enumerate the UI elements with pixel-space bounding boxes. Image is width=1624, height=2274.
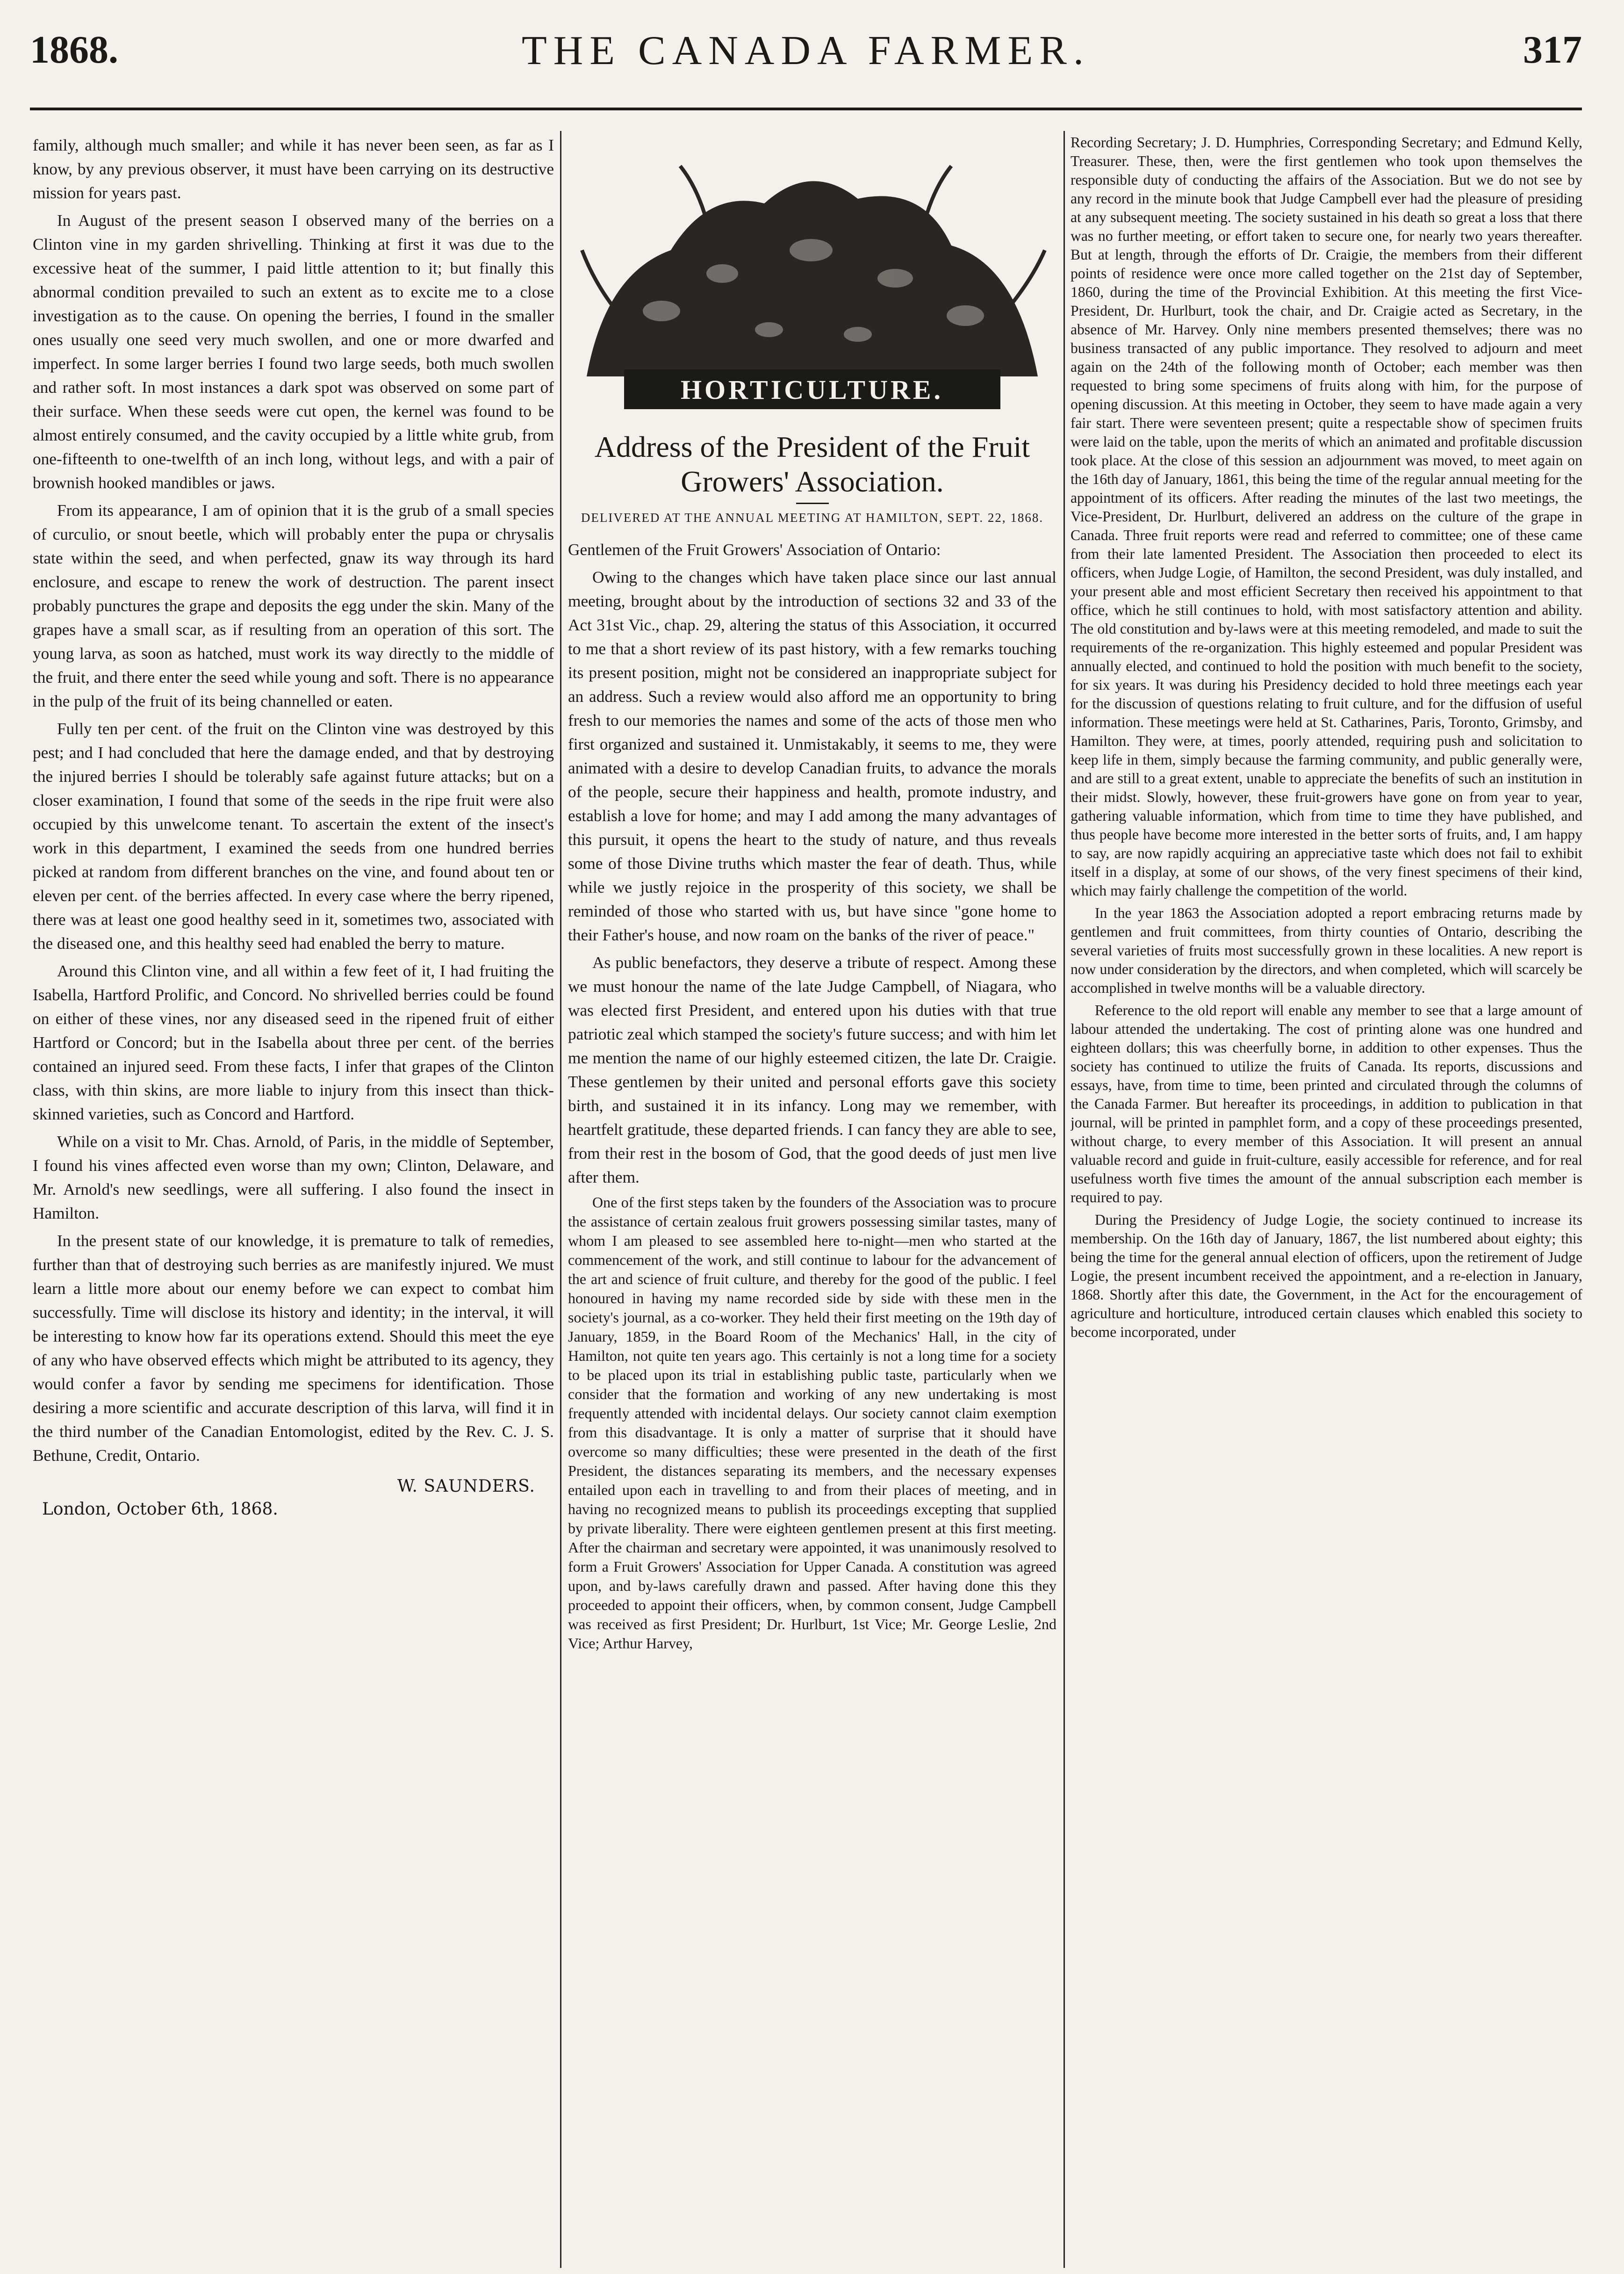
page-number: 317	[1523, 28, 1582, 72]
issue-year: 1868.	[30, 28, 118, 72]
paragraph: One of the first steps taken by the founders of the Association was to procure the assistance of certain zealous fruit growers possessing similar tastes, many of whom I am pleased to see assembled here to-night—men who started at the commencement of the work, and still continue to labour for the advancement of the art and science of fruit culture, and thereby for the good of the public. I feel honoured in having my name recorded side by side with these men in the society's journal, as a co-worker. They held their first meeting on the 19th day of January, 1859, in the Board Room of the Mechanics' Hall, in the city of Hamilton, not quite ten years ago. This certainly is not a long time for a society to be placed upon its trial in establishing public taste, particularly when we consider that the formation and working of any new undertaking is most frequently attended with incidental delays. Our society cannot claim exemption from this disadvantage. It is only a matter of surprise that it should have overcome so many difficulties; these were presented in the death of the first President, the distances separating its members, and the necessary expenses entailed upon each in travelling to and from their places of meeting, and in having no recognized means to publish its proceedings excepting that supplied by private liberality. There were eighteen gentlemen present at this first meeting. After the chairman and secretary were appointed, it was unanimously resolved to form a Fruit Growers' Association for Upper Canada. A constitution was agreed upon, and by-laws carefully drawn and passed. After having done this they proceeded to appoint their officers, when, by common consent, Judge Campbell was received as first President; Dr. Hurlburt, 1st Vice; Mr. George Leslie, 2nd Vice; Arthur Harvey,	[568, 1194, 1056, 1652]
paragraph: Owing to the changes which have taken place since our last annual meeting, brought about by the introduction of sections 32 and 33 of the Act 31st Vic., chap. 29, altering the status of this Association, it occurred to me that a short review of its past history, with a few remarks touching its present position, might not be considered an inappropriate subject for an address. Such a review would also afford me an opportunity to bring fresh to our memories the names and some of the acts of those men who first organized and sustained it. Unmistakably, it seems to me, they were animated with a desire to develop Canadian fruits, to advance the morals of the people, secure their happiness and health, promote industry, and establish a love for home; and may I add among the many advantages of this pursuit, it opens the heart to the study of nature, and thus reveals some of those Divine truths which master the fear of death. Thus, while while we justly rejoice in the prosperity of this society, we shall be reminded of those who started with us, but have since "gone home to their Father's house, and now roam on the banks of the river of peace."	[568, 568, 1056, 944]
banner-label: HORTICULTURE.	[680, 375, 944, 405]
column-left	[33, 133, 554, 2266]
column-divider-2	[1064, 131, 1065, 2268]
page-header	[30, 19, 1582, 89]
masthead-title: THE CANADA FARMER.	[521, 28, 1090, 73]
article-subtitle: DELIVERED AT THE ANNUAL MEETING AT HAMILTON, SEPT. 22, 1868.	[581, 511, 1044, 525]
paragraph: As public benefactors, they deserve a tribute of respect. Among these we must honour the name of the late Judge Campbell, of Niagara, who was elected first President, and entered upon his duties with that true patriotic zeal which stamped the society's future success; and with him let me mention the name of our highly esteemed citizen, the late Dr. Craigie. These gentlemen by their united and personal efforts gave this society birth, and sustained it in its infancy. Long may we remember, with heartfelt gratitude, these departed friends. I can fancy they are able to see, from their rest in the bosom of God, that the good deeds of just men live after them.	[568, 953, 1056, 1186]
column-divider-1	[560, 131, 561, 2268]
horticulture-banner-illustration	[568, 133, 1056, 423]
salutation: Gentlemen of the Fruit Growers' Association of Ontario:	[568, 541, 941, 559]
paragraph: In the present state of our knowledge, it is premature to talk of remedies, further than that of destroying such berries as are manifestly injured. We must learn a little more about our enemy before we can expect to combat him successfully. Time will disclose its history and identity; in the interval, it will be interesting to know how far its operations extend. Should this meet the eye of any who have observed effects which might be attributed to its agency, they would confer a favor by sending me specimens for identification. Those desiring a more scientific and accurate description of this larva, will find it in the third number of the Canadian Entomologist, edited by the Rev. C. J. S. Bethune, Credit, Ontario.	[33, 1232, 554, 1465]
title-divider	[796, 503, 829, 504]
paragraph: During the Presidency of Judge Logie, the society continued to increase its membership. On the 16th day of January, 1867, the list numbered about eighty; this being the time for the general annual election of officers, upon the retirement of Judge Logie, the present incumbent received the appointment, and a re-election in January, 1868. Shortly after this date, the Government, in the Act for the encouragement of agriculture and horticulture, introduced certain clauses which enabled this society to become incorporated, under	[1071, 1212, 1582, 1340]
paragraph: From its appearance, I am of opinion that it is the grub of a small species of curculio, or snout beetle, which will probably enter the pupa or chrysalis state within the seed, and when perfected, gnaw its way through its hard enclosure, and escape to renew the work of destruction. The parent insect probably punctures the grape and deposits the egg under the skin. Many of the grapes have a small scar, as if resulting from an operation of this sort. The young larva, as soon as hatched, must work its way directly to the middle of the fruit, and there enter the seed while young and soft. There is no appearance in the pulp of the fruit of its being channelled or eaten.	[33, 501, 554, 710]
article-title: Address of the President of the Fruit Growers' Association.	[594, 430, 1030, 498]
paragraph: In August of the present season I observed many of the berries on a Clinton vine in my garden shrivelling. Thinking at first it was due to the excessive heat of the summer, I paid little attention to it; but finally this abnormal condition prevailed to such an extent as to excite me to a close investigation as to the cause. On opening the berries, I found in the smaller ones usually one seed very much swollen, and one or more dwarfed and imperfect. In some larger berries I found two large seeds, both much swollen and rather soft. In most instances a dark spot was observed on some part of their surface. When these seeds were cut open, the kernel was found to be almost entirely consumed, and the cavity occupied by a little white grub, from one-fifteenth to one-twelfth of an inch long, without legs, and with a pair of brownish hooked mandibles or jaws.	[33, 211, 554, 492]
paragraph: Reference to the old report will enable any member to see that a large amount of labour attended the undertaking. The cost of printing alone was one hundred and eighteen dollars; this was cheerfully borne, in addition to other expenses. Thus the society has continued to utilize the fruits of Canada. Its reports, discussions and essays, have, from time to time, been printed and circulated through the columns of the Canada Farmer. But hereafter its proceedings, in addition to publication in that journal, will be printed in pamphlet form, and a copy of these proceedings presented, without charge, to every member of this Association. It will present an annual valuable record and guide in fruit-culture, easily accessible for reference, and for real usefulness worth five times the amount of the annual subscription each member is required to pay.	[1071, 1002, 1582, 1206]
header-rule	[30, 108, 1582, 110]
author-signature: W. SAUNDERS.	[397, 1477, 535, 1496]
column-right	[1071, 133, 1582, 2266]
paragraph: In the year 1863 the Association adopted a report embracing returns made by gentlemen and fruit committees, from thirty counties of Ontario, describing the several varieties of fruits most successfully grown in these localities. A new report is now under consideration by the directors, and when completed, which will scarcely be accomplished in twelve months will be a valuable directory.	[1071, 905, 1582, 996]
paragraph: While on a visit to Mr. Chas. Arnold, of Paris, in the middle of September, I found his vines affected even worse than my own; Clinton, Delaware, and Mr. Arnold's new seedlings, were all suffering. I also found the insect in Hamilton.	[33, 1133, 554, 1222]
paragraph: family, although much smaller; and while it has never been seen, as far as I know, by any previous observer, it must have been carrying on its destructive mission for years past.	[33, 136, 554, 202]
paragraph: Around this Clinton vine, and all within a few feet of it, I had fruiting the Isabella, Hartford Prolific, and Concord. No shrivelled berries could be found on either of these vines, nor any diseased seed in the ripened fruit of either Hartford or Concord; but in the Isabella about three per cent. of the berries contained an injured seed. From these facts, I infer that grapes of the Clinton class, with thin skins, are more liable to injury from this insect than thick-skinned varieties, such as Concord and Hartford.	[33, 962, 554, 1123]
paragraph: Recording Secretary; J. D. Humphries, Corresponding Secretary; and Edmund Kelly, Treasurer. These, then, were the first gentlemen who took upon themselves the responsible duty of conducting the affairs of the Association. But we do not see by any record in the minute book that Judge Campbell ever had the pleasure of presiding at any subsequent meeting. The society sustained in his death so great a loss that there was no further meeting, or effort taken to secure one, for nearly two years thereafter. But at length, through the efforts of Dr. Craigie, the members from their different points of residence were once more called together on the 21st day of September, 1860, during the time of the Provincial Exhibition. At this meeting the first Vice-President, Dr. Hurlburt, took the chair, and Dr. Craigie acted as Secretary, in the absence of Mr. Harvey. Only nine members presented themselves; there was no business transacted of any public importance. They resolved to adjourn and meet again on the 24th of the following month of October; each member was then requested to bring some specimens of fruits along with him, for the purpose of opening discussion. At this meeting in October, they seem to have made again a very fair start. There were seventeen present; quite a respectable show of specimen fruits were laid on the table, upon the merits of which an animated and profitable discussion took place. At the close of this session an adjournment was moved, to meet again on the 16th day of January, 1861, this being the time of the regular annual meeting for the appointment of its officers. After reading the minutes of the last two meetings, the Vice-President, Dr. Hurlburt, delivered an address on the culture of the grape in Canada. Three fruit reports were read and referred to committee; one of these came from their late lamented President. The Association then proceeded to elect its officers, when Judge Logie, of Hamilton, the second President, was duly installed, and your present able and most efficient Secretary then received his appointment to that office, which he still continues to hold, with most satisfactory attention and ability. The old constitution and by-laws were at this meeting remodeled, and made to suit the requirements of the re-organization. This highly esteemed and popular President was annually elected, and continued to hold the position with much benefit to the society, for six years. It was during his Presidency decided to hold three meetings each year for the discussion of questions relating to fruit culture, and for the diffusion of useful information. These meetings were held at St. Catharines, Paris, Toronto, Grimsby, and Hamilton. They were, at times, poorly attended, requiring push and solicitation to keep life in them, simply because the farming community, and public generally were, and are still to a great extent, unable to appreciate the benefits of such an institution in their midst. Slowly, however, these fruit-growers have gone on from year to year, gathering valuable information, which from time to time they have published, and thus people have become more interested in the better sorts of fruits, and, I am happy to say, are now rapidly acquiring an appreciative taste which does not fail to exhibit itself in a display, at some of our shows, of the very finest specimens of their kind, which may fairly challenge the competition of the world.	[1071, 134, 1582, 899]
column-center	[568, 133, 1056, 2266]
dateline: London, October 6th, 1868.	[42, 1500, 278, 1519]
paragraph: Fully ten per cent. of the fruit on the Clinton vine was destroyed by this pest; and I had concluded that here the damage ended, and that by destroying the injured berries I should be tolerably safe against future attacks; but on a closer examination, I found that some of the seeds in the ripe fruit were also occupied by this unwelcome tenant. To ascertain the extent of the insect's work in this department, I examined the seeds from one hundred berries picked at random from different branches on the vine, and found about ten or eleven per cent. of the berries affected. In every case where the berry ripened, there was at least one good healthy seed in it, sometimes two, associated with the diseased one, and this healthy seed had enabled the berry to mature.	[33, 720, 554, 953]
